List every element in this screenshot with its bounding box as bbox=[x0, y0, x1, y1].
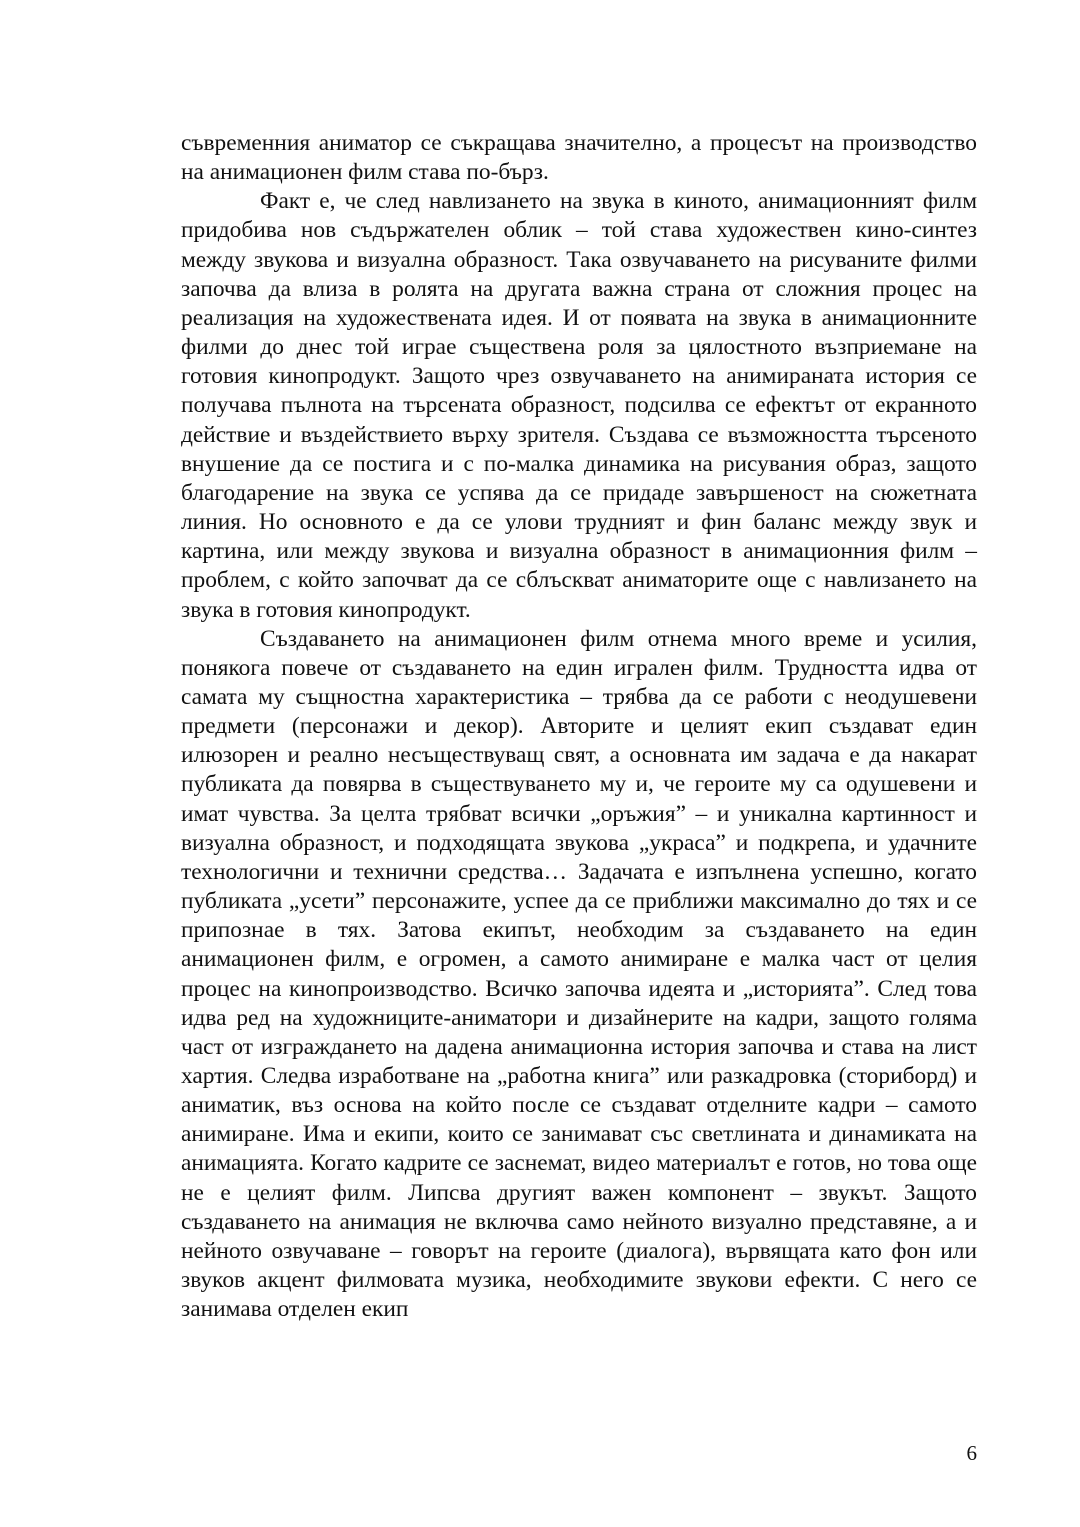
paragraph: съвременния аниматор се съкращава значително, а процесът на производство на анимационен филм става по-бърз. bbox=[181, 130, 977, 186]
paragraph: Факт е, че след навлизането на звука в киното, анимационният филм придобива нов съдържателен облик – той става художествен кино-синтез между звукова и визуална образност. Така озвучаването на рисуваните филми започва да влиза в ролята на другата важна страна от сложния процес на реализация на художествената идея. И от появата на звука в анимационните филми до днес той играе съществена роля за цялостното възприемане на готовия кинопродукт. Защото чрез озвучаването на анимираната история се получава пълнота на търсената образност, подсилва се ефектът от екранното действие и въздействието върху зрителя. Създава се възможността търсеното внушение да се постига и с по-малка динамика на рисувания образ, защото благодарение на звука се успява да се придаде завършеност на сюжетната линия. Но основното е да се улови трудният и фин баланс между звук и картина, или между звукова и визуална образност в анимационния филм – проблем, с който започват да се сблъскват аниматорите още с навлизането на звука в готовия кинопродукт. bbox=[181, 188, 977, 623]
paragraph: Създаването на анимационен филм отнема много време и усилия, понякога повече от създаването на един игрален филм. Трудността идва от самата му същностна характеристика – трябва да се работи с неодушевени предмети (персонажи и декор). Авторите и целият екип създават един илюзорен и реално несъществуващ свят, а основната им задача е да накарат публиката да повярва в съществуването му и, че героите му са одушевени и имат чувства. За целта трябват всички „оръжия” – и уникална картинност и визуална образност, и подходящата звукова „украса” и подкрепа, и удачните технологични и технични средства… Задачата е изпълнена успешно, когато публиката „усети” персонажите, успее да се приближи максимално до тях и се припознае в тях. Затова екипът, необходим за създаването на един анимационен филм, е огромен, а самото анимиране е малка част от целия процес на кинопроизводство. Всичко започва идеята и „историята”. След това идва ред на художниците-аниматори и дизайнерите на кадри, защото голяма част от изграждането на дадена анимационна история започва и става на лист хартия. Следва изработване на „работна книга” или разкадровка (сториборд) и аниматик, въз основа на който после се създават отделните кадри – самото анимиране. Има и екипи, които се занимават със светлината и динамиката на анимацията. Когато кадрите се заснемат, видео материалът е готов, но това още не е целият филм. Липсва другият важен компонент – звукът. Защото създаването на анимация не включва само нейното визуално представяне, а и нейното озвучаване – говорът на героите (диалога), вървящата като фон или звуков акцент филмовата музика, необходимите звукови ефекти. С него се занимава отделен екип bbox=[181, 625, 977, 1323]
body-text bbox=[181, 129, 977, 1324]
page-number: 6 bbox=[966, 1441, 977, 1465]
